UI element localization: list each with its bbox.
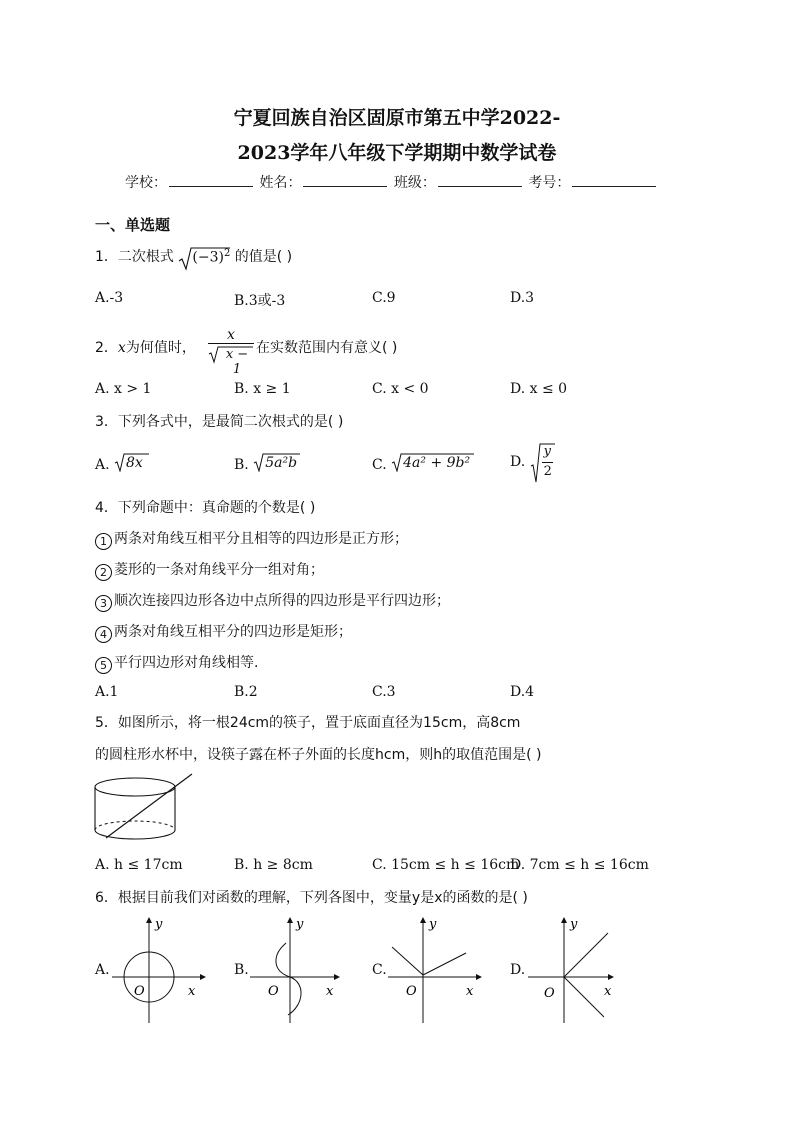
class-label: 班级： (393, 175, 436, 191)
origin-label: O (134, 984, 145, 999)
fraction-denominator: 2 (543, 464, 552, 479)
q4-statement-3 (95, 590, 450, 612)
question-5-line1: 5．如图所示，将一根24cm的筷子，置于底面直径为15cm，高8cm (95, 715, 521, 731)
q4-option-c[interactable]: C.3 (372, 684, 396, 700)
section-heading: 一、单选题 (95, 216, 171, 234)
denominator: x − 1 (225, 347, 249, 377)
question-4: 4．下列命题中：真命题的个数是( ) (95, 500, 316, 516)
exam-title-line1: 宁夏回族自治区固原市第五中学2022- (233, 107, 561, 129)
question-3: 3．下列各式中，是最简二次根式的是( ) (95, 414, 344, 430)
q1-option-c[interactable]: C.9 (372, 290, 396, 306)
axis-x-label: x (326, 984, 334, 999)
q3-option-d[interactable] (510, 442, 556, 482)
school-blank[interactable] (169, 174, 253, 187)
option-label: D. (510, 454, 526, 470)
name-blank[interactable] (303, 174, 387, 187)
q4-option-d[interactable]: D.4 (510, 684, 535, 700)
radicand: 8x (126, 455, 143, 471)
radicand: (−3) (192, 249, 224, 266)
q3-option-a[interactable] (95, 454, 150, 473)
origin-label: O (406, 984, 417, 999)
q4-statement-5 (95, 652, 258, 674)
q1-option-d[interactable]: D.3 (510, 290, 535, 306)
q6-graph-b[interactable] (246, 915, 346, 1025)
question-number: 1． (95, 249, 118, 265)
q5-option-b[interactable]: B. h ≥ 8cm (234, 857, 313, 873)
q2-option-d[interactable]: D. x ≤ 0 (510, 381, 568, 397)
q2-option-c[interactable]: C. x < 0 (372, 381, 429, 397)
q6-graph-d[interactable] (524, 915, 624, 1025)
radicand: 4a² + 9b² (403, 455, 471, 471)
exam-no-blank[interactable] (572, 174, 656, 187)
circled-number-icon: 4 (95, 626, 112, 643)
circled-number-icon: 2 (95, 564, 112, 581)
question-1-text: 二次根式 (117, 249, 174, 265)
q5-option-c[interactable]: C. 15cm ≤ h ≤ 16cm (372, 857, 520, 873)
question-2-tail: 在实数范围内有意义( ) (256, 340, 398, 356)
q4-option-a[interactable]: A.1 (95, 684, 119, 700)
radical-sign-icon (178, 246, 232, 272)
q6-graph-a[interactable] (108, 915, 208, 1025)
exam-no-label: 考号： (528, 175, 571, 191)
statement-text: 顺次连接四边形各边中点所得的四边形是平行四边形； (114, 593, 450, 609)
question-2-text: 为何值时， (125, 340, 196, 356)
q6-option-b-label[interactable]: B. (234, 962, 249, 978)
q3-option-b[interactable] (234, 454, 301, 473)
q1-option-b[interactable]: B.3或-3 (234, 293, 286, 309)
statement-text: 两条对角线互相平分且相等的四边形是正方形； (114, 531, 408, 547)
question-5-line2: 的圆柱形水杯中，设筷子露在杯子外面的长度hcm，则h的取值范围是( ) (95, 747, 542, 763)
origin-label: O (268, 984, 279, 999)
circled-number-icon: 5 (95, 657, 112, 674)
question-1 (95, 246, 292, 266)
q1-option-a[interactable]: A.-3 (95, 290, 124, 306)
q6-graph-c[interactable] (384, 915, 484, 1025)
question-2 (95, 337, 196, 357)
axis-x-label: x (604, 984, 612, 999)
axis-x-label: x (466, 984, 474, 999)
axis-y-label: y (429, 917, 437, 932)
q4-statement-4 (95, 621, 352, 643)
q6-option-d-label[interactable]: D. (510, 962, 526, 978)
q6-option-c-label[interactable]: C. (372, 962, 387, 978)
q4-statement-1 (95, 528, 408, 550)
circled-number-icon: 3 (95, 595, 112, 612)
q2-option-b[interactable]: B. x ≥ 1 (234, 381, 291, 397)
option-label: C. (372, 457, 387, 473)
sqrt-expression (178, 248, 230, 266)
question-number: 2． (95, 340, 118, 356)
radicand: 5a²b (265, 455, 298, 471)
question-6: 6．根据目前我们对函数的理解，下列各图中，变量y是x的函数的是( ) (95, 890, 528, 906)
exponent: 2 (223, 248, 231, 260)
axis-y-label: y (570, 917, 578, 932)
q2-option-a[interactable]: A. x > 1 (95, 381, 152, 397)
statement-text: 菱形的一条对角线平分一组对角； (114, 562, 324, 578)
option-label: B. (234, 457, 249, 473)
class-blank[interactable] (438, 174, 522, 187)
fraction-numerator: y (543, 444, 551, 459)
name-label: 姓名： (259, 175, 302, 191)
circled-number-icon: 1 (95, 533, 112, 550)
statement-text: 两条对角线互相平分的四边形是矩形； (114, 624, 352, 640)
numerator: x (227, 327, 235, 343)
axis-y-label: y (155, 917, 163, 932)
statement-text: 平行四边形对角线相等. (114, 655, 259, 671)
q4-option-b[interactable]: B.2 (234, 684, 258, 700)
option-label: A. (95, 457, 110, 473)
q4-statement-2 (95, 559, 324, 581)
q5-option-a[interactable]: A. h ≤ 17cm (95, 857, 183, 873)
fraction-expression (208, 327, 254, 377)
q6-option-a-label[interactable]: A. (95, 962, 110, 978)
question-1-tail: 的值是( ) (234, 249, 293, 265)
axis-y-label: y (296, 917, 304, 932)
school-label: 学校： (125, 175, 167, 191)
axis-x-label: x (188, 984, 196, 999)
student-info-row (125, 172, 658, 192)
exam-title-line2: 2023学年八年级下学期期中数学试卷 (237, 142, 557, 164)
cylinder-cup-figure (92, 770, 196, 848)
origin-label: O (544, 986, 555, 1001)
q5-option-d[interactable]: D. 7cm ≤ h ≤ 16cm (510, 857, 649, 873)
variable-x: x (117, 340, 126, 356)
q3-option-c[interactable] (372, 454, 475, 473)
